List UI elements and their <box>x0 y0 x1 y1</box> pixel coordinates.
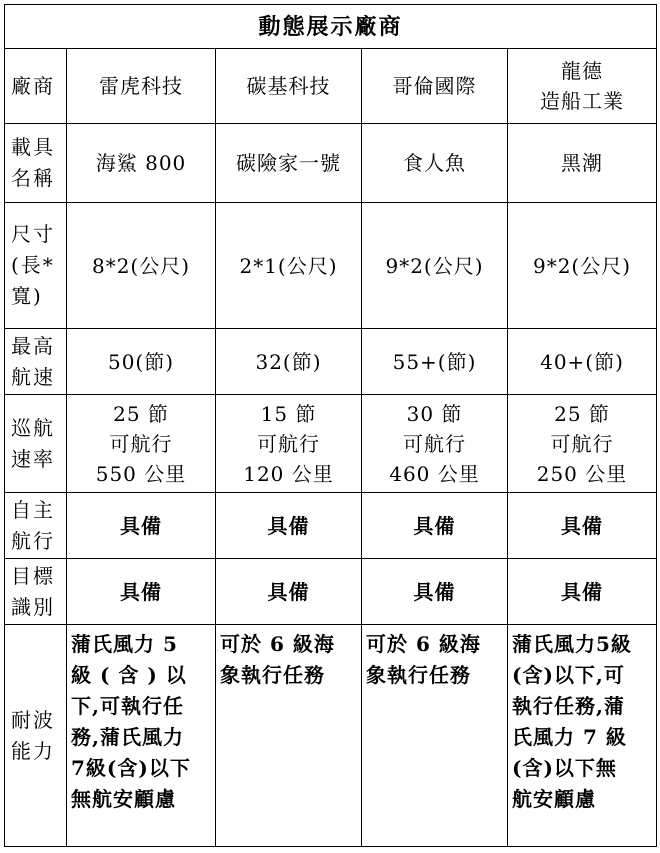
cell-line: 氏風力 7 級 <box>512 725 627 749</box>
cell-line: 目標 <box>11 563 55 588</box>
cell-line: 雷虎科技 <box>99 74 183 98</box>
cell-line: 速率 <box>11 446 55 471</box>
table-cell <box>216 124 362 203</box>
cell-line: 50(節) <box>107 349 175 374</box>
cell-line: 碳基科技 <box>246 74 331 98</box>
cell-line: 25 節 <box>554 401 610 426</box>
cell-line: 務,蒲氏風力 <box>71 725 184 749</box>
table-row <box>5 493 657 559</box>
cell-line: 造船工業 <box>540 89 624 113</box>
cell-line: 碳險家一號 <box>236 151 341 175</box>
table-title: 動態展示廠商 <box>5 5 657 49</box>
table-cell <box>508 625 657 847</box>
cell-line: 9*2(公尺) <box>385 253 484 278</box>
cell-line: 巡航 <box>11 415 55 440</box>
cell-line: 耐波 <box>11 707 55 732</box>
cell-line: 食人魚 <box>403 151 466 175</box>
vendor-name <box>216 49 362 124</box>
table-cell <box>362 329 508 395</box>
cell-line: 25 節 <box>113 401 169 426</box>
cell-line: 550 公里 <box>95 461 187 486</box>
table-cell <box>216 625 362 847</box>
cell-line: 級 ( 含 ) 以 <box>71 663 187 687</box>
row-label <box>5 124 67 203</box>
row-label <box>5 625 67 847</box>
cell-line: 8*2(公尺) <box>91 253 191 278</box>
table-cell <box>508 395 657 493</box>
table-cell: 具備 <box>362 493 508 559</box>
vendor-name <box>508 49 657 124</box>
cell-line: 蒲氏風力 5 <box>71 632 178 656</box>
table-cell <box>67 203 216 329</box>
cell-line: (含)以下,可 <box>512 663 625 687</box>
table-cell: 具備 <box>216 559 362 625</box>
cell-line: 最高 <box>11 333 55 358</box>
table-cell <box>216 329 362 395</box>
cell-line: 120 公里 <box>243 461 334 486</box>
cell-line: 30 節 <box>406 401 463 426</box>
cell-line: 可航行 <box>403 431 466 456</box>
cell-line: 9*2(公尺) <box>532 253 632 278</box>
cell-line: 名稱 <box>11 166 55 190</box>
table-cell <box>67 395 216 493</box>
cell-line: 可航行 <box>550 431 614 456</box>
cell-line: 460 公里 <box>389 461 480 486</box>
cell-line: 識別 <box>11 594 55 619</box>
cell-line: 黑潮 <box>561 151 603 175</box>
table-cell <box>362 625 508 847</box>
vendor-name <box>362 49 508 124</box>
cell-line: 尺寸 <box>11 222 55 246</box>
row-label <box>5 493 67 559</box>
cell-line: 象執行任務 <box>366 663 471 687</box>
table-cell <box>67 329 216 395</box>
cell-line: 哥倫國際 <box>392 74 477 98</box>
cell-line: 可於 6 級海 <box>220 632 335 656</box>
table-cell <box>508 329 657 395</box>
table-row <box>5 395 657 493</box>
cell-line: 55+(節) <box>392 349 477 374</box>
table-row <box>5 124 657 203</box>
table-row <box>5 329 657 395</box>
cell-line: 能力 <box>11 738 55 763</box>
cell-line: 海鯊 800 <box>95 151 187 175</box>
table-cell: 具備 <box>67 559 216 625</box>
row-label <box>5 559 67 625</box>
cell-line: 航速 <box>11 364 55 389</box>
cell-line: 下,可執行任 <box>71 694 184 718</box>
cell-line: 250 公里 <box>536 461 628 486</box>
table-cell <box>362 203 508 329</box>
cell-line: 2*1(公尺) <box>239 253 338 278</box>
cell-line: 寬) <box>11 284 43 308</box>
vendor-name <box>67 49 216 124</box>
row-label <box>5 203 67 329</box>
table-row <box>5 625 657 847</box>
cell-line: 自主 <box>11 497 55 522</box>
row-label <box>5 395 67 493</box>
cell-line: 可航行 <box>109 431 173 456</box>
header-label: 廠商 <box>5 49 67 124</box>
cell-line: 航安顧慮 <box>512 787 596 811</box>
table-cell <box>508 203 657 329</box>
table-cell <box>508 124 657 203</box>
header-row <box>5 49 657 124</box>
cell-line: 龍德 <box>561 59 603 83</box>
cell-line: 15 節 <box>260 401 317 426</box>
cell-line: 航行 <box>11 528 55 553</box>
cell-line: 載具 <box>11 135 55 159</box>
row-label <box>5 329 67 395</box>
cell-line: 無航安顧慮 <box>71 787 176 811</box>
table-cell: 具備 <box>216 493 362 559</box>
table-cell <box>216 203 362 329</box>
table-row <box>5 559 657 625</box>
cell-line: 32(節) <box>255 349 322 374</box>
table-cell <box>362 395 508 493</box>
table-cell: 具備 <box>362 559 508 625</box>
table-cell: 具備 <box>508 559 657 625</box>
cell-line: (長* <box>11 253 55 277</box>
cell-line: 象執行任務 <box>220 663 325 687</box>
cell-line: 可於 6 級海 <box>366 632 481 656</box>
cell-line: 執行任務,蒲 <box>512 694 625 718</box>
table-cell <box>362 124 508 203</box>
cell-line: 7級(含)以下 <box>71 756 191 780</box>
vendor-table <box>4 4 657 847</box>
table-cell: 具備 <box>508 493 657 559</box>
table-cell <box>216 395 362 493</box>
cell-line: (含)以下無 <box>512 756 617 780</box>
cell-line: 40+(節) <box>540 349 624 374</box>
table-cell <box>67 625 216 847</box>
cell-line: 可航行 <box>257 431 320 456</box>
table-cell: 具備 <box>67 493 216 559</box>
cell-line: 蒲氏風力5級 <box>512 632 632 656</box>
table-cell <box>67 124 216 203</box>
table-row <box>5 203 657 329</box>
